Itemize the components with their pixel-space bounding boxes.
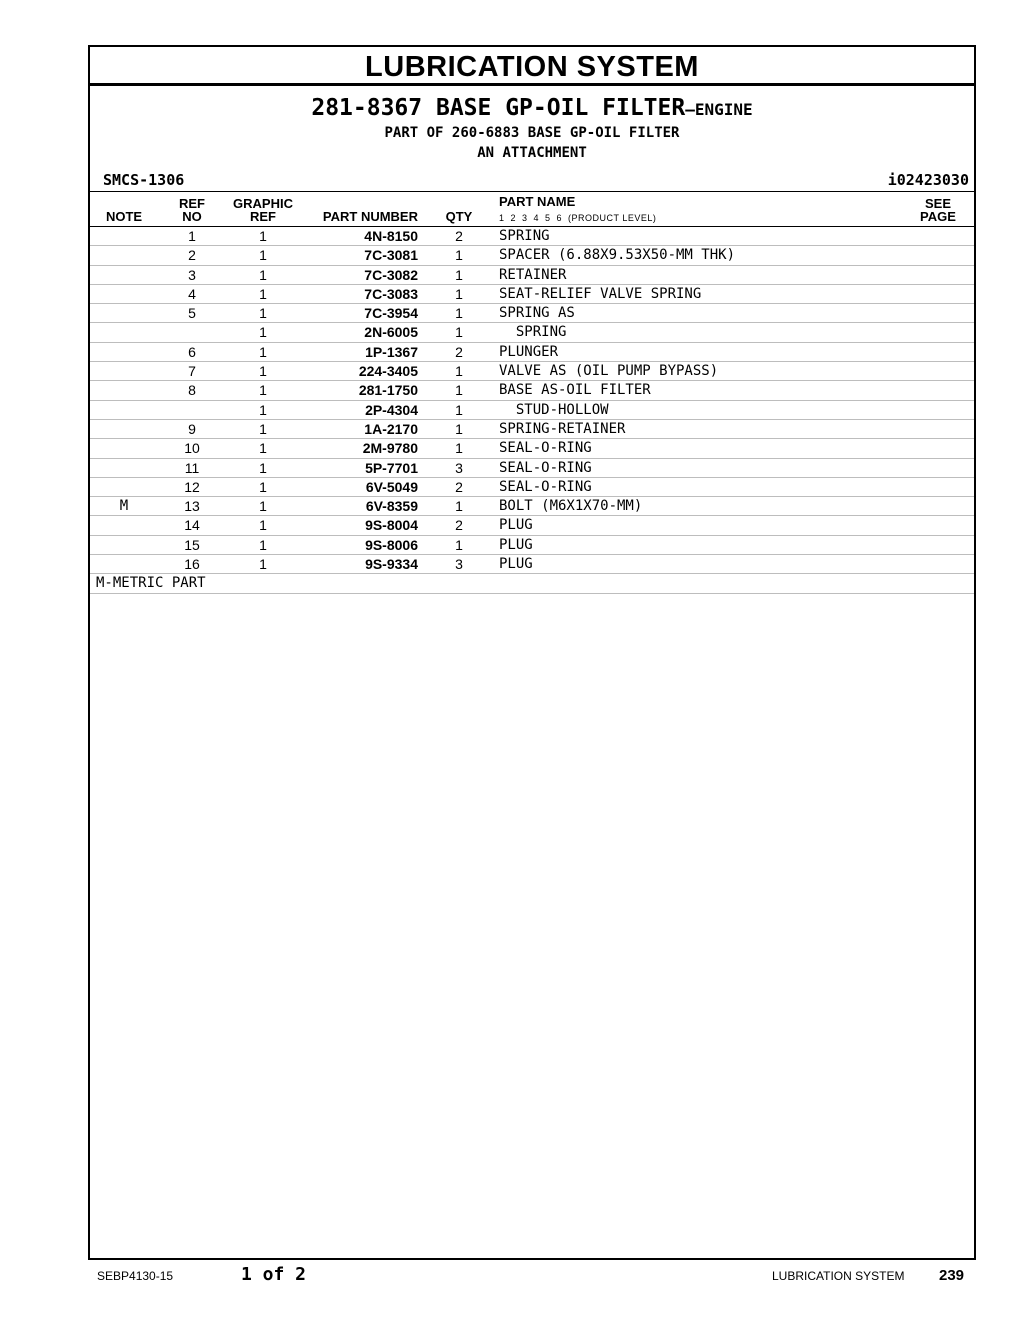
table-row bbox=[90, 266, 974, 285]
cell-ref-no: 1 bbox=[188, 228, 196, 244]
table-row bbox=[90, 381, 974, 400]
cell-graphic-ref: 1 bbox=[259, 285, 267, 302]
cell-qty: 1 bbox=[455, 382, 463, 399]
cell-graphic-ref: 1 bbox=[259, 401, 267, 418]
cell-graphic-ref: 1 bbox=[259, 228, 267, 244]
table-header bbox=[90, 191, 974, 227]
table-row bbox=[90, 323, 974, 342]
table-row bbox=[90, 459, 974, 478]
cell-part-number: 2P-4304 bbox=[365, 401, 418, 418]
cell-ref-no: 7 bbox=[188, 363, 196, 380]
smcs-code: SMCS-1306 bbox=[103, 171, 185, 189]
cell-ref-no: 11 bbox=[184, 459, 200, 476]
cell-qty: 2 bbox=[455, 517, 463, 534]
main-title-suffix: —ENGINE bbox=[685, 100, 753, 119]
smcs-row bbox=[90, 169, 974, 191]
cell-part-name: SEAL-O-RING bbox=[499, 440, 592, 457]
cell-ref-no: 6 bbox=[188, 343, 196, 360]
table-row bbox=[90, 555, 974, 574]
header-ref-bottom: NO bbox=[182, 209, 202, 224]
table-row bbox=[90, 497, 974, 516]
cell-part-name: SEAL-O-RING bbox=[499, 478, 592, 495]
table-row bbox=[90, 227, 974, 246]
cell-qty: 2 bbox=[455, 228, 463, 244]
cell-qty: 1 bbox=[455, 536, 463, 553]
cell-ref-no: 5 bbox=[188, 305, 196, 322]
cell-qty: 1 bbox=[455, 247, 463, 264]
main-title bbox=[90, 95, 974, 123]
cell-ref-no: 15 bbox=[184, 536, 200, 553]
cell-ref-no: 16 bbox=[184, 556, 200, 573]
cell-ref-no: 14 bbox=[184, 517, 200, 534]
cell-part-number: 9S-8006 bbox=[365, 536, 418, 553]
cell-graphic-ref: 1 bbox=[259, 440, 267, 457]
cell-graphic-ref: 1 bbox=[259, 324, 267, 341]
cell-graphic-ref: 1 bbox=[259, 363, 267, 380]
cell-part-name: BOLT (M6X1X70-MM) bbox=[499, 498, 643, 515]
cell-part-number: 9S-8004 bbox=[365, 517, 418, 534]
cell-ref-no: 9 bbox=[188, 420, 196, 437]
header-graphic-bottom: REF bbox=[250, 209, 276, 224]
cell-part-number: 224-3405 bbox=[358, 363, 418, 380]
table-row bbox=[90, 536, 974, 555]
footer-doc-number: SEBP4130-15 bbox=[97, 1269, 174, 1283]
cell-part-number: 281-1750 bbox=[358, 382, 418, 399]
table-row bbox=[90, 401, 974, 420]
parts-table-body bbox=[90, 227, 974, 574]
cell-qty: 2 bbox=[455, 478, 463, 495]
table-row bbox=[90, 246, 974, 265]
footer-section: LUBRICATION SYSTEM bbox=[772, 1269, 905, 1283]
page-footer bbox=[0, 1264, 1020, 1288]
cell-part-number: 2N-6005 bbox=[364, 324, 418, 341]
cell-part-name: RETAINER bbox=[499, 266, 567, 283]
header-ref-top: REF bbox=[179, 196, 205, 211]
main-title-text: 281-8367 BASE GP-OIL FILTER bbox=[311, 95, 686, 121]
cell-part-name: SEAT-RELIEF VALVE SPRING bbox=[499, 285, 702, 302]
cell-ref-no: 3 bbox=[188, 266, 196, 283]
header-graphic-top: GRAPHIC bbox=[233, 196, 293, 211]
cell-graphic-ref: 1 bbox=[259, 536, 267, 553]
page-frame bbox=[88, 45, 976, 1260]
cell-graphic-ref: 1 bbox=[259, 305, 267, 322]
cell-part-name: SPRING-RETAINER bbox=[499, 420, 626, 437]
cell-part-number: 1A-2170 bbox=[364, 420, 418, 437]
header-see-top: SEE bbox=[924, 196, 951, 211]
cell-part-number: 6V-5049 bbox=[365, 478, 418, 495]
cell-graphic-ref: 1 bbox=[259, 517, 267, 534]
cell-part-name: BASE AS-OIL FILTER bbox=[499, 382, 651, 399]
table-row bbox=[90, 516, 974, 535]
table-row bbox=[90, 478, 974, 497]
cell-part-name: SPRING bbox=[499, 228, 550, 244]
cell-part-name: STUD-HOLLOW bbox=[499, 401, 609, 418]
cell-part-number: 2M-9780 bbox=[362, 440, 418, 457]
cell-part-number: 7C-3082 bbox=[364, 266, 418, 283]
cell-qty: 1 bbox=[455, 440, 463, 457]
cell-part-number: 6V-8359 bbox=[365, 498, 418, 515]
header-see-bottom: PAGE bbox=[920, 209, 956, 224]
cell-qty: 1 bbox=[455, 324, 463, 341]
table-row bbox=[90, 343, 974, 362]
table-row bbox=[90, 362, 974, 381]
cell-part-number: 7C-3954 bbox=[364, 305, 418, 322]
cell-ref-no: 12 bbox=[184, 478, 200, 495]
cell-qty: 3 bbox=[455, 556, 463, 573]
cell-part-name: PLUG bbox=[499, 536, 533, 553]
table-row bbox=[90, 285, 974, 304]
cell-qty: 1 bbox=[455, 420, 463, 437]
cell-graphic-ref: 1 bbox=[259, 382, 267, 399]
section-title: LUBRICATION SYSTEM bbox=[90, 47, 974, 86]
cell-part-name: VALVE AS (OIL PUMP BYPASS) bbox=[499, 363, 719, 380]
cell-qty: 1 bbox=[455, 498, 463, 515]
cell-part-number: 4N-8150 bbox=[364, 228, 418, 244]
cell-note: M bbox=[119, 498, 129, 515]
cell-ref-no: 4 bbox=[188, 285, 196, 302]
table-row bbox=[90, 439, 974, 458]
cell-ref-no: 8 bbox=[188, 382, 196, 399]
cell-part-name: SPRING bbox=[499, 324, 567, 341]
cell-part-name: PLUG bbox=[499, 517, 533, 534]
footnote-row bbox=[90, 574, 974, 593]
cell-graphic-ref: 1 bbox=[259, 247, 267, 264]
header-part-name: PART NAME bbox=[499, 194, 576, 209]
cell-ref-no: 13 bbox=[184, 498, 200, 515]
cell-part-name: SPACER (6.88X9.53X50-MM THK) bbox=[499, 247, 736, 264]
footer-page-number: 239 bbox=[939, 1267, 965, 1284]
footnote: M-METRIC PART bbox=[96, 575, 206, 592]
cell-graphic-ref: 1 bbox=[259, 420, 267, 437]
cell-part-number: 5P-7701 bbox=[365, 459, 418, 476]
header-part-number: PART NUMBER bbox=[322, 209, 418, 224]
header-note: NOTE bbox=[105, 209, 143, 224]
cell-part-number: 7C-3081 bbox=[364, 247, 418, 264]
cell-qty: 1 bbox=[455, 401, 463, 418]
cell-part-name: SPRING AS bbox=[499, 305, 575, 322]
cell-graphic-ref: 1 bbox=[259, 343, 267, 360]
cell-qty: 1 bbox=[455, 266, 463, 283]
cell-part-name: SEAL-O-RING bbox=[499, 459, 592, 476]
cell-graphic-ref: 1 bbox=[259, 556, 267, 573]
cell-ref-no: 10 bbox=[184, 440, 200, 457]
cell-qty: 2 bbox=[455, 343, 463, 360]
cell-part-name: PLUG bbox=[499, 556, 533, 573]
cell-part-number: 7C-3083 bbox=[364, 285, 418, 302]
cell-graphic-ref: 1 bbox=[259, 478, 267, 495]
cell-part-name: PLUNGER bbox=[499, 343, 559, 360]
header-product-levels: 1 2 3 4 5 6 (PRODUCT LEVEL) bbox=[499, 213, 657, 223]
cell-graphic-ref: 1 bbox=[259, 459, 267, 476]
table-row bbox=[90, 420, 974, 439]
cell-qty: 1 bbox=[455, 285, 463, 302]
cell-part-number: 9S-9334 bbox=[365, 556, 418, 573]
cell-ref-no: 2 bbox=[188, 247, 196, 264]
document-id: i02423030 bbox=[887, 171, 969, 189]
subtitle-attachment: AN ATTACHMENT bbox=[477, 145, 587, 161]
cell-qty: 3 bbox=[455, 459, 463, 476]
cell-part-number: 1P-1367 bbox=[365, 343, 418, 360]
cell-qty: 1 bbox=[455, 305, 463, 322]
cell-graphic-ref: 1 bbox=[259, 266, 267, 283]
subtitle-part-of: PART OF 260-6883 BASE GP-OIL FILTER bbox=[384, 125, 680, 141]
cell-graphic-ref: 1 bbox=[259, 498, 267, 515]
footer-page-of: 1 of 2 bbox=[241, 1264, 307, 1285]
table-row bbox=[90, 304, 974, 323]
cell-qty: 1 bbox=[455, 363, 463, 380]
header-qty: QTY bbox=[445, 209, 473, 224]
